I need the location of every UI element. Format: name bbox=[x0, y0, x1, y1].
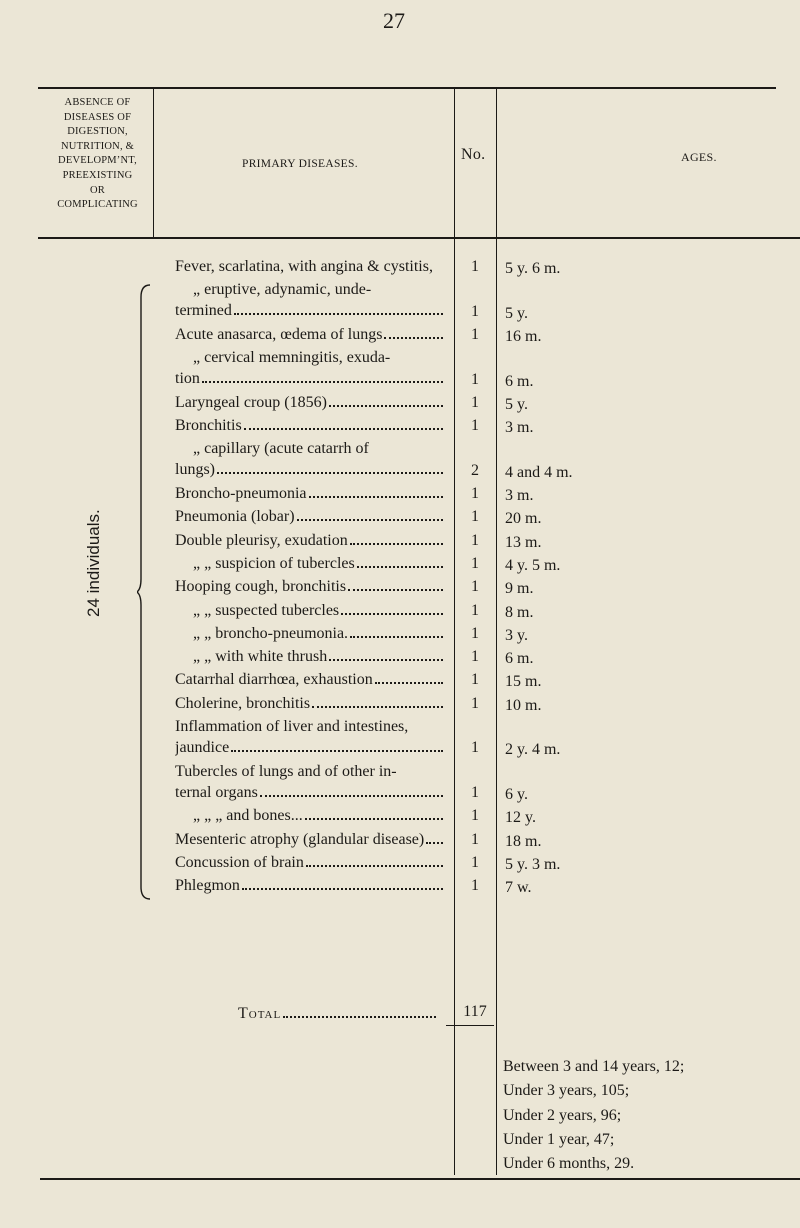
count-cell: 1 bbox=[471, 671, 479, 689]
top-rule bbox=[38, 87, 776, 89]
divider-col2 bbox=[454, 89, 455, 1175]
disease-entry bbox=[175, 415, 445, 436]
disease-line: lungs) bbox=[175, 459, 445, 480]
brace-icon bbox=[137, 283, 151, 901]
age-cell: 12 y. bbox=[505, 809, 536, 827]
age-cell: 5 y. bbox=[505, 304, 528, 322]
count-cell: 1 bbox=[471, 554, 479, 572]
header-number: No. bbox=[461, 146, 486, 163]
disease-entry bbox=[175, 279, 445, 321]
count-cell: 1 bbox=[471, 258, 479, 275]
header-primary-diseases: PRIMARY DISEASES. bbox=[242, 158, 358, 170]
count-cell: 1 bbox=[471, 830, 479, 848]
individuals-label: 24 individuals. bbox=[84, 509, 103, 617]
disease-line: „ eruptive, adynamic, unde- bbox=[193, 281, 372, 299]
disease-line: Tubercles of lungs and of other in- bbox=[175, 762, 397, 780]
disease-entry bbox=[175, 805, 445, 826]
age-cell: 3 m. bbox=[505, 419, 534, 437]
disease-entry bbox=[175, 576, 445, 597]
count-cell: 1 bbox=[471, 877, 479, 895]
count-cell: 1 bbox=[471, 325, 479, 343]
count-cell: 1 bbox=[471, 783, 479, 801]
count-cell: 1 bbox=[471, 648, 479, 666]
age-cell: 5 y. 3 m. bbox=[505, 855, 561, 873]
disease-line: „ „ with white thrush bbox=[175, 646, 445, 667]
age-cell: 5 y. bbox=[505, 395, 528, 413]
age-cell: 7 w. bbox=[505, 879, 532, 897]
summary-line: Under 1 year, 47; bbox=[503, 1130, 615, 1148]
disease-line: „ cervical memningitis, exuda- bbox=[193, 349, 391, 367]
age-summary bbox=[503, 1055, 684, 1176]
age-cell: 13 m. bbox=[505, 533, 542, 551]
disease-line: Acute anasarca, œdema of lungs bbox=[175, 324, 445, 345]
disease-line: Inflammation of liver and intestines, bbox=[175, 718, 409, 735]
disease-entry bbox=[175, 392, 445, 413]
disease-line: Fever, scarlatina, with angina & cystitis, bbox=[175, 258, 433, 275]
count-cell: 1 bbox=[471, 739, 479, 757]
divider-col3 bbox=[496, 89, 497, 1175]
count-cell: 1 bbox=[471, 694, 479, 712]
disease-entry bbox=[175, 506, 445, 527]
header-ages: AGES. bbox=[681, 150, 717, 164]
age-cell: 6 y. bbox=[505, 785, 528, 803]
count-cell: 1 bbox=[471, 393, 479, 411]
disease-line: „ capillary (acute catarrh of bbox=[193, 440, 369, 458]
disease-entry bbox=[175, 600, 445, 621]
disease-entry bbox=[175, 256, 445, 277]
age-cell: 20 m. bbox=[505, 510, 542, 528]
total-label: Total bbox=[238, 1003, 438, 1024]
age-cell: 6 m. bbox=[505, 372, 534, 390]
disease-line: Hooping cough, bronchitis bbox=[175, 576, 445, 597]
disease-entry bbox=[175, 852, 445, 873]
summary-line: Between 3 and 14 years, 12; bbox=[503, 1058, 685, 1075]
disease-entry bbox=[175, 438, 445, 480]
summary-line: Under 3 years, 105; bbox=[503, 1082, 630, 1100]
page-number: 27 bbox=[383, 8, 405, 33]
disease-line: Broncho-pneumonia bbox=[175, 483, 445, 504]
count-cell: 1 bbox=[471, 601, 479, 619]
bottom-rule bbox=[40, 1178, 800, 1180]
total-value: 117 bbox=[463, 1003, 487, 1020]
disease-line: Phlegmon bbox=[175, 875, 445, 896]
disease-entry bbox=[175, 530, 445, 551]
disease-line: termined bbox=[175, 300, 445, 321]
disease-line: jaundice bbox=[175, 737, 445, 758]
disease-line: Double pleurisy, exudation bbox=[175, 530, 445, 551]
disease-entry bbox=[175, 669, 445, 690]
disease-line: ternal organs bbox=[175, 782, 445, 803]
disease-line: „ „ suspected tubercles bbox=[175, 600, 445, 621]
disease-line: Mesenteric atrophy (glandular disease) bbox=[175, 829, 445, 850]
disease-line: „ „ broncho-pneumonia. bbox=[175, 623, 445, 644]
age-cell: 3 m. bbox=[505, 487, 534, 504]
disease-line: Concussion of brain bbox=[175, 852, 445, 873]
age-cell: 6 m. bbox=[505, 650, 534, 668]
count-cell: 1 bbox=[471, 578, 479, 596]
age-cell: 16 m. bbox=[505, 327, 542, 345]
disease-entry bbox=[175, 553, 445, 574]
age-cell: 10 m. bbox=[505, 696, 542, 714]
disease-entry bbox=[175, 829, 445, 850]
disease-line: Bronchitis bbox=[175, 415, 445, 436]
disease-entry bbox=[175, 693, 445, 714]
count-cell: 1 bbox=[471, 302, 479, 320]
disease-line: Laryngeal croup (1856) bbox=[175, 392, 445, 413]
age-cell: 3 y. bbox=[505, 626, 528, 644]
disease-line: „ „ suspicion of tubercles bbox=[175, 553, 445, 574]
disease-line: Cholerine, bronchitis bbox=[175, 693, 445, 714]
total-rule bbox=[446, 1025, 494, 1026]
count-cell: 1 bbox=[471, 508, 479, 526]
age-cell: 4 y. 5 m. bbox=[505, 556, 561, 574]
count-cell: 1 bbox=[471, 853, 479, 871]
age-cell: 5 y. 6 m. bbox=[505, 260, 561, 277]
count-cell: 1 bbox=[471, 417, 479, 435]
count-cell: 2 bbox=[471, 461, 479, 479]
count-cell: 1 bbox=[471, 807, 479, 825]
disease-entry bbox=[175, 623, 445, 644]
age-cell: 2 y. 4 m. bbox=[505, 741, 561, 759]
disease-line: tion bbox=[175, 368, 445, 389]
age-cell: 15 m. bbox=[505, 673, 542, 691]
age-cell: 18 m. bbox=[505, 832, 542, 850]
disease-entry bbox=[175, 875, 445, 896]
age-cell: 8 m. bbox=[505, 603, 534, 621]
disease-entry bbox=[175, 347, 445, 389]
summary-line: Under 2 years, 96; bbox=[503, 1106, 622, 1124]
disease-entry bbox=[175, 716, 445, 758]
disease-line: Pneumonia (lobar) bbox=[175, 506, 445, 527]
count-cell: 1 bbox=[471, 370, 479, 388]
disease-entry bbox=[175, 646, 445, 667]
disease-line: Catarrhal diarrhœa, exhaustion bbox=[175, 669, 445, 690]
count-cell: 1 bbox=[471, 624, 479, 642]
count-cell: 1 bbox=[471, 531, 479, 549]
summary-line: Under 6 months, 29. bbox=[503, 1155, 635, 1173]
age-cell: 9 m. bbox=[505, 580, 534, 598]
disease-line: „ „ „ and bones... bbox=[175, 805, 445, 826]
disease-entry bbox=[175, 324, 445, 345]
age-cell: 4 and 4 m. bbox=[505, 463, 573, 481]
disease-entry bbox=[175, 483, 445, 504]
header-col1: ABSENCE OF DISEASES OF DIGESTION, NUTRITION, & DEVELOPM’NT, PREEXISTING OR COMPLICATING bbox=[57, 97, 138, 211]
count-cell: 1 bbox=[471, 485, 479, 502]
disease-entry bbox=[175, 761, 445, 803]
